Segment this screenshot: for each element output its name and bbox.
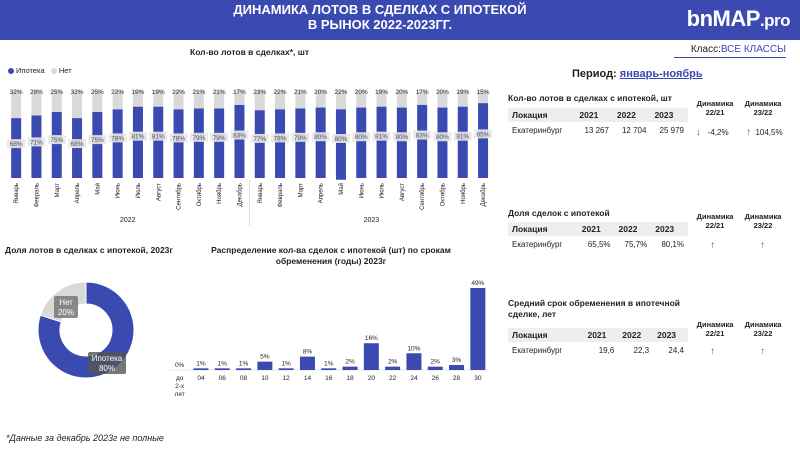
tick-label: 26 <box>431 375 439 382</box>
donut-title: Доля лотов в сделках с ипотекой, 2023г <box>5 245 173 255</box>
bar <box>470 288 485 370</box>
label-mortgage: 80% <box>354 134 368 142</box>
donut-label-name: Нет <box>59 298 73 307</box>
table2: Локация 2021 2022 2023 Екатеринбург 65,5% 75,7% 80,1% <box>508 222 688 252</box>
table1-dyn2: Динамика 23/22 <box>744 99 782 117</box>
table1-d2: ↑ 104,5% <box>746 127 783 138</box>
tick-label: Апрель <box>75 183 82 204</box>
bar-mortgage <box>153 107 163 178</box>
tick-label: Октябрь <box>440 183 447 207</box>
bar-mortgage <box>437 108 447 178</box>
bar-mortgage <box>478 103 488 178</box>
label-mortgage: 81% <box>151 133 165 141</box>
stacked-bar-chart <box>0 84 500 229</box>
tick-label: Август <box>156 183 163 202</box>
tick-label: 28 <box>452 375 461 382</box>
table-row: Екатеринбург 13 267 12 704 25 979 <box>512 125 684 135</box>
arrow-up-icon: ↑ <box>760 346 765 357</box>
label-mortgage: 80% <box>395 134 409 142</box>
label-mortgage: 81% <box>375 133 389 141</box>
tick-label: 30 <box>474 375 482 382</box>
tick-label: 16 <box>325 375 333 382</box>
tick-label: Сентябрь <box>176 183 183 210</box>
label-no: 22% <box>273 89 287 96</box>
table-row: Екатеринбург 65,5% 75,7% 80,1% <box>512 239 684 249</box>
tick-label: 22 <box>389 375 397 382</box>
bar-mortgage <box>255 110 265 178</box>
label-mortgage: 78% <box>273 135 287 143</box>
data-label: 16% <box>364 335 378 343</box>
data-label: 2% <box>430 358 440 366</box>
brand-logo: bnMAP.pro <box>686 6 790 31</box>
tick-label: Июль <box>135 183 142 199</box>
tick-label: 04 <box>197 375 205 382</box>
label-no: 15% <box>476 89 490 96</box>
tick-label: Июль <box>379 183 386 199</box>
bar <box>428 367 443 370</box>
group-label: 2023 <box>363 217 380 224</box>
tick-label: Февраль <box>278 183 285 208</box>
label-no: 19% <box>456 89 470 96</box>
table3-title: Средний срок обременения в ипотечной сделке, лет <box>508 298 681 319</box>
tick-label: 2-х <box>175 383 185 390</box>
tick-label: 12 <box>282 375 290 382</box>
arrow-up-icon: ↑ <box>710 240 715 251</box>
label-mortgage: 79% <box>293 134 307 142</box>
table-row: Екатеринбург 19,6 22,3 24,4 <box>512 345 684 355</box>
bar <box>406 353 421 370</box>
label-mortgage: 71% <box>29 139 43 147</box>
label-no: 25% <box>50 89 64 96</box>
tick-label: Сентябрь <box>420 183 427 210</box>
tick-label: 10 <box>261 375 269 382</box>
bar-mortgage <box>133 107 143 178</box>
donut-label-value: 80% <box>98 364 116 373</box>
period-filter[interactable]: Период: январь-ноябрь <box>572 68 703 80</box>
tick-label: 18 <box>346 375 354 382</box>
bar-mortgage <box>417 105 427 178</box>
data-label: 1% <box>238 360 249 368</box>
tick-label: Январь <box>14 183 21 204</box>
bar <box>321 368 336 370</box>
bar-mortgage <box>275 109 285 178</box>
table3: Локация 2021 2022 2023 Екатеринбург 19,6 22,3 24,4 <box>508 328 688 358</box>
tick-label: Декабрь <box>237 183 244 207</box>
bar-mortgage <box>52 112 62 178</box>
bar-mortgage <box>31 116 41 178</box>
header-bar <box>0 0 800 40</box>
label-no: 19% <box>151 89 165 96</box>
bar <box>279 368 294 370</box>
bar <box>385 367 400 370</box>
label-no: 21% <box>212 89 226 96</box>
label-mortgage: 80% <box>334 136 348 143</box>
table3-dyn2: Динамика 23/22 <box>744 320 782 338</box>
bar-mortgage <box>377 107 387 178</box>
label-no: 21% <box>192 89 206 96</box>
table1-d1: ↓ -4,2% <box>696 127 729 138</box>
label-no: 32% <box>70 89 84 96</box>
label-no: 20% <box>314 89 328 96</box>
data-label: 49% <box>471 280 485 287</box>
bar-mortgage <box>458 107 468 178</box>
label-no: 29% <box>29 89 43 96</box>
tick-label: Август <box>399 183 406 202</box>
legend-mortgage-icon <box>8 68 14 74</box>
bar-mortgage <box>113 109 123 178</box>
bar-mortgage <box>397 108 407 178</box>
label-mortgage: 80% <box>314 134 328 142</box>
tick-label: Май <box>95 183 102 195</box>
donut-label-mortgage <box>88 352 126 374</box>
table2-title: Доля сделок с ипотекой <box>508 208 610 218</box>
tick-label: Июнь <box>359 183 366 199</box>
label-mortgage: 80% <box>435 134 449 142</box>
label-no: 17% <box>232 89 246 96</box>
label-no: 20% <box>435 89 449 96</box>
label-mortgage: 81% <box>456 133 470 141</box>
tick-label: Март <box>54 183 61 198</box>
bar-mortgage <box>316 108 326 178</box>
class-filter[interactable]: Класс:ВСЕ КЛАССЫ <box>674 44 786 58</box>
bar <box>449 365 464 370</box>
tick-label: Апрель <box>318 183 325 204</box>
tick-label: Ноябрь <box>217 183 224 204</box>
tick-label: 08 <box>239 375 248 382</box>
label-no: 22% <box>334 89 348 96</box>
bar <box>300 357 315 370</box>
data-label: 2% <box>345 358 355 366</box>
bar-mortgage <box>214 108 224 178</box>
label-no: 21% <box>293 89 307 96</box>
table1-title: Кол-во лотов в сделках с ипотекой, шт <box>508 93 672 103</box>
label-no: 22% <box>172 89 186 96</box>
data-label: 10% <box>407 345 421 353</box>
arrow-up-icon: ↑ <box>710 346 715 357</box>
tick-label: лет <box>174 391 185 398</box>
bar-mortgage <box>295 108 305 178</box>
bar-mortgage <box>174 109 184 178</box>
label-mortgage: 79% <box>212 134 226 142</box>
bar-mortgage <box>356 108 366 178</box>
donut-label-value: 20% <box>57 308 75 317</box>
label-no: 25% <box>90 89 104 96</box>
label-mortgage: 79% <box>192 134 206 142</box>
label-mortgage: 85% <box>476 131 490 139</box>
tick-label: 14 <box>303 375 312 382</box>
group-label: 2022 <box>120 217 136 224</box>
data-label: 5% <box>260 353 270 361</box>
tick-label: Январь <box>257 183 264 204</box>
table1: Локация 2021 2022 2023 Екатеринбург 13 267 12 704 25 979 <box>508 108 688 138</box>
tick-label: Март <box>298 183 305 198</box>
label-no: 19% <box>131 89 145 96</box>
label-mortgage: 75% <box>90 137 104 145</box>
table2-dyn1: Динамика 22/21 <box>696 212 734 230</box>
bar-mortgage <box>234 105 244 178</box>
tick-label: Декабрь <box>481 183 488 207</box>
bar <box>343 367 358 370</box>
arrow-down-icon: ↓ <box>696 127 701 138</box>
label-mortgage: 78% <box>111 135 125 143</box>
table2-dyn2: Динамика 23/22 <box>744 212 782 230</box>
donut-label-name: Ипотека <box>91 354 123 363</box>
table3-dyn1: Динамика 22/21 <box>696 320 734 338</box>
data-label: 1% <box>281 360 291 368</box>
donut-chart <box>20 278 150 388</box>
data-label: 0% <box>174 362 185 369</box>
bar <box>257 362 272 370</box>
tick-label: 20 <box>367 375 375 382</box>
label-mortgage: 83% <box>415 132 429 140</box>
label-no: 20% <box>395 89 409 96</box>
stacked-chart-legend: Ипотека Нет <box>8 66 72 75</box>
data-label: 1% <box>196 360 206 368</box>
donut-label-no <box>54 296 78 318</box>
label-no: 32% <box>9 89 23 96</box>
bar-mortgage <box>92 112 102 178</box>
label-no: 22% <box>111 89 125 96</box>
tick-label: до <box>175 375 184 382</box>
label-mortgage: 68% <box>9 141 23 149</box>
table1-dyn1: Динамика 22/21 <box>696 99 734 117</box>
label-no: 19% <box>375 89 389 96</box>
term-bar-chart <box>165 272 495 407</box>
tick-label: Февраль <box>34 183 41 208</box>
label-no: 17% <box>415 89 429 96</box>
label-no: 23% <box>253 89 267 96</box>
tick-label: Июнь <box>115 183 122 199</box>
bar-mortgage <box>336 109 346 179</box>
arrow-up-icon: ↑ <box>760 240 765 251</box>
bar <box>215 368 230 370</box>
report-title: ДИНАМИКА ЛОТОВ В СДЕЛКАХ С ИПОТЕКОЙ В РЫНОК 2022-2023ГГ. <box>233 2 527 32</box>
label-no: 20% <box>354 89 368 96</box>
stacked-chart-title: Кол-во лотов в сделках*, шт <box>190 47 309 57</box>
label-mortgage: 77% <box>253 135 267 143</box>
label-mortgage: 81% <box>131 133 145 141</box>
footnote: *Данные за декабрь 2023г не полные <box>6 433 164 443</box>
tick-label: Ноябрь <box>460 183 467 204</box>
tick-label: Май <box>338 183 345 195</box>
data-label: 8% <box>302 348 313 356</box>
data-label: 1% <box>324 360 334 368</box>
arrow-up-icon: ↑ <box>746 127 751 138</box>
data-label: 3% <box>451 356 462 364</box>
term-chart-title: Распределение кол-ва сделок с ипотекой (шт) по срокам обременения (годы) 2023г <box>211 245 451 266</box>
bar <box>364 343 379 370</box>
bar <box>236 368 251 370</box>
bar-mortgage <box>194 108 204 178</box>
bar <box>193 368 208 370</box>
data-label: 1% <box>217 360 227 368</box>
label-mortgage: 78% <box>172 135 186 143</box>
label-mortgage: 68% <box>70 141 84 149</box>
label-mortgage: 75% <box>50 137 64 145</box>
tick-label: Октябрь <box>196 183 203 207</box>
tick-label: 24 <box>410 375 418 382</box>
data-label: 2% <box>387 358 398 366</box>
legend-no-icon <box>51 68 57 74</box>
label-mortgage: 83% <box>232 132 246 140</box>
tick-label: 06 <box>218 375 226 382</box>
